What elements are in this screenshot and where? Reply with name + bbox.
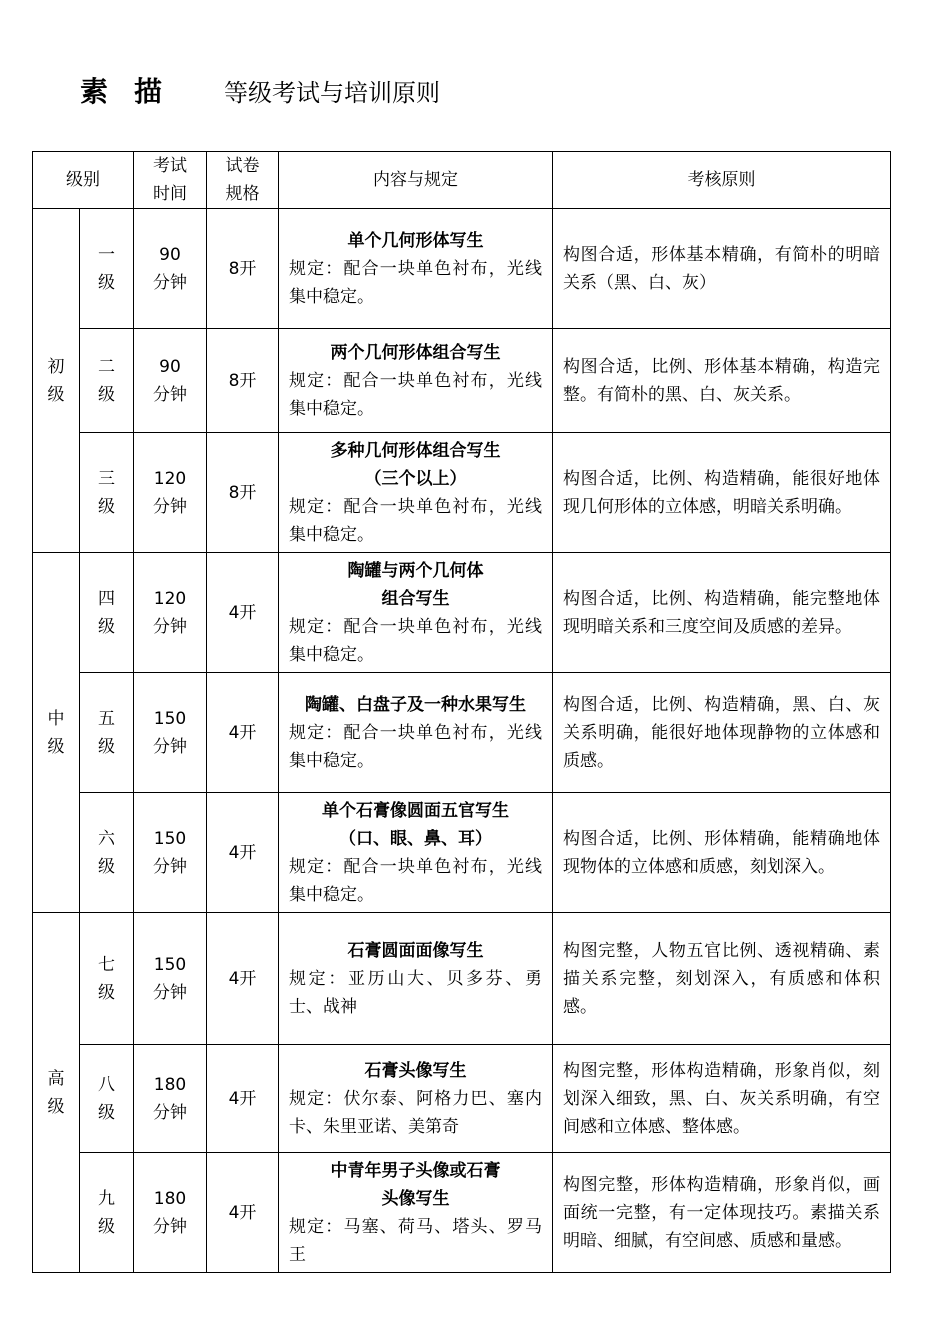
content-title: 组合写生 [381,588,450,609]
title-subtitle: 等级考试与培训原则 [224,79,441,107]
header-row [33,152,891,209]
level-cell: 四 级 [80,553,134,673]
time-cell: 150 分钟 [134,673,207,793]
paper-cell: 4开 [207,793,279,913]
header-time: 考试 时间 [134,152,207,209]
paper-cell: 8开 [207,209,279,329]
group-cell: 初 级 [33,209,80,553]
level-cell: 二 级 [80,329,134,433]
paper-cell: 4开 [207,913,279,1045]
principle-cell: 构图完整，人物五官比例、透视精确、素描关系完整，刻划深入，有质感和体积感。 [553,913,891,1045]
content-rule: 规定：配合一块单色衬布，光线集中稳定。 [289,616,542,665]
content-rule: 规定：亚历山大、贝多芬、勇士、战神 [289,968,542,1017]
table-row [33,329,891,433]
paper-cell: 4开 [207,673,279,793]
header-principle: 考核原则 [553,152,891,209]
content-cell [279,553,553,673]
content-title: （口、眼、鼻、耳） [339,828,492,849]
principle-cell: 构图完整，形体构造精确，形象肖似，画面统一完整，有一定体现技巧。素描关系明暗、细腻，有空间感、质感和量感。 [553,1153,891,1273]
principle-cell: 构图合适，比例、构造精确，能很好地体现几何形体的立体感，明暗关系明确。 [553,433,891,553]
paper-cell: 8开 [207,329,279,433]
paper-cell: 8开 [207,433,279,553]
table-row [33,1045,891,1153]
time-cell: 150 分钟 [134,793,207,913]
content-title: 陶罐与两个几何体 [347,560,484,581]
content-title: 两个几何形体组合写生 [330,342,501,363]
header-content: 内容与规定 [279,152,553,209]
principle-cell: 构图合适，比例、构造精确，能完整地体现明暗关系和三度空间及质感的差异。 [553,553,891,673]
content-cell [279,1045,553,1153]
principle-cell: 构图合适，比例、构造精确，黑、白、灰关系明确，能很好地体现静物的立体感和质感。 [553,673,891,793]
table-row [33,1153,891,1273]
content-cell [279,913,553,1045]
time-cell: 180 分钟 [134,1153,207,1273]
level-cell: 三 级 [80,433,134,553]
content-rule: 规定：马塞、荷马、塔头、罗马王 [289,1216,542,1265]
time-cell: 90 分钟 [134,209,207,329]
content-cell [279,1153,553,1273]
paper-cell: 4开 [207,1153,279,1273]
table-row [33,209,891,329]
content-cell [279,329,553,433]
principle-cell: 构图合适，形体基本精确，有简朴的明暗关系（黑、白、灰） [553,209,891,329]
content-title: 多种几何形体组合写生 [330,440,501,461]
group-cell: 高 级 [33,913,80,1273]
table-row [33,793,891,913]
content-title: 石膏头像写生 [364,1060,467,1081]
time-cell: 180 分钟 [134,1045,207,1153]
time-cell: 120 分钟 [134,553,207,673]
table-row [33,913,891,1045]
time-cell: 150 分钟 [134,913,207,1045]
content-title: （三个以上） [364,468,467,489]
content-cell [279,209,553,329]
header-paper: 试卷 规格 [207,152,279,209]
principle-cell: 构图合适，比例、形体基本精确，构造完整。有简朴的黑、白、灰关系。 [553,329,891,433]
content-rule: 规定：配合一块单色衬布，光线集中稳定。 [289,722,542,771]
title-main: 素描 [80,75,189,108]
content-rule: 规定：配合一块单色衬布，光线集中稳定。 [289,496,542,545]
content-rule: 规定：伏尔泰、阿格力巴、塞内卡、朱里亚诺、美第奇 [289,1088,542,1137]
document-title [80,70,440,110]
paper-cell: 4开 [207,1045,279,1153]
group-cell: 中 级 [33,553,80,913]
level-cell: 一 级 [80,209,134,329]
content-cell [279,433,553,553]
content-rule: 规定：配合一块单色衬布，光线集中稳定。 [289,258,542,307]
principle-cell: 构图合适，比例、形体精确，能精确地体现物体的立体感和质感，刻划深入。 [553,793,891,913]
content-cell [279,673,553,793]
table-row [33,553,891,673]
time-cell: 90 分钟 [134,329,207,433]
level-cell: 七 级 [80,913,134,1045]
table-row [33,673,891,793]
content-rule: 规定：配合一块单色衬布，光线集中稳定。 [289,856,542,905]
level-cell: 八 级 [80,1045,134,1153]
paper-cell: 4开 [207,553,279,673]
time-cell: 120 分钟 [134,433,207,553]
level-cell: 六 级 [80,793,134,913]
content-cell [279,793,553,913]
principle-cell: 构图完整，形体构造精确，形象肖似，刻划深入细致，黑、白、灰关系明确，有空间感和立体感、整体感。 [553,1045,891,1153]
content-rule: 规定：配合一块单色衬布，光线集中稳定。 [289,370,542,419]
header-level: 级别 [33,152,134,209]
content-title: 单个几何形体写生 [347,230,484,251]
level-cell: 五 级 [80,673,134,793]
content-title: 单个石膏像圆面五官写生 [322,800,509,821]
content-title: 头像写生 [381,1188,450,1209]
table-row [33,433,891,553]
grading-table [32,151,891,1273]
content-title: 中青年男子头像或石膏 [330,1160,501,1181]
content-title: 陶罐、白盘子及一种水果写生 [305,694,526,715]
level-cell: 九 级 [80,1153,134,1273]
content-title: 石膏圆面面像写生 [347,940,484,961]
